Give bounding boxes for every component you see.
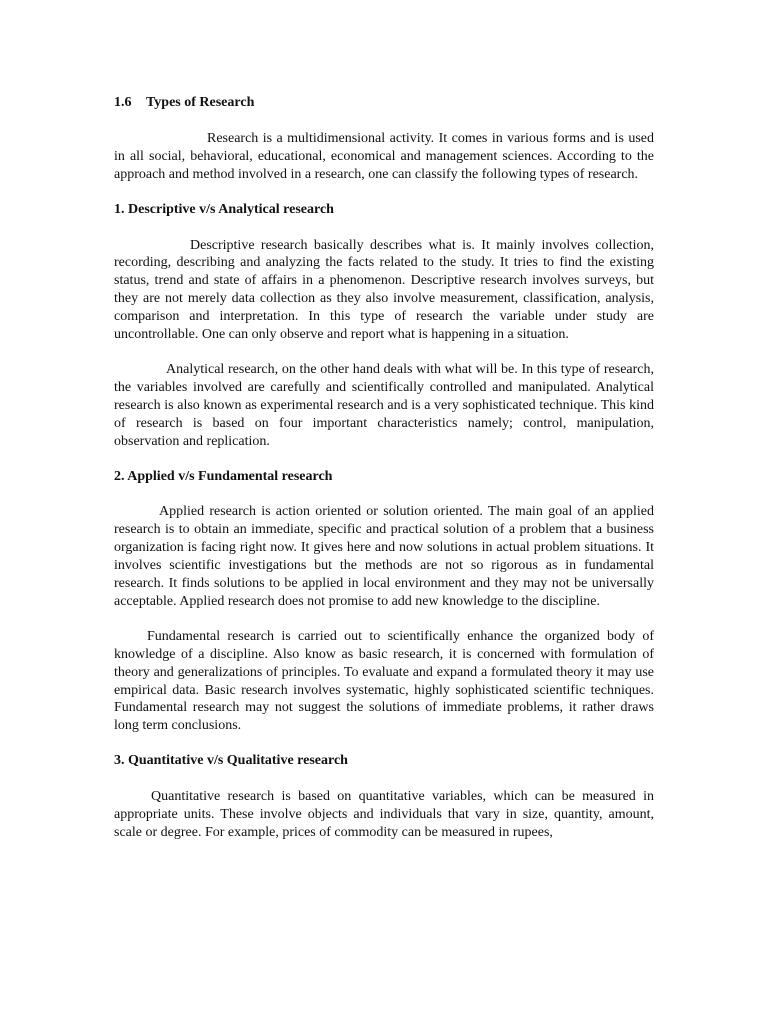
document-page (114, 94, 654, 842)
heading-quantitative-qualitative: 3. Quantitative v/s Qualitative research (114, 753, 348, 769)
paragraph-descriptive: Descriptive research basically describes what is. It mainly involves collection, recording, describing and analyzing the facts related to the study. It tries to find the existing status, trend and state of affairs in a phenomenon. Descriptive research involves surveys, but they are not merely data collection as they also involve measurement, classification, analysis, comparison and interpretation. In this type of research the variable under study are uncontrollable. One can only observe and report what is happening in a situation. (114, 237, 654, 343)
heading-descriptive-analytical: 1. Descriptive v/s Analytical research (114, 201, 334, 217)
section-title (114, 94, 654, 112)
paragraph-quantitative: Quantitative research is based on quantitative variables, which can be measured in appropriate units. These involve objects and individuals that vary in size, quantity, amount, scale or degree. For example, prices of commodity can be measured in rupees, (114, 789, 654, 840)
paragraph-applied: Applied research is action oriented or solution oriented. The main goal of an applied research is to obtain an immediate, specific and practical solution of a problem that a business organization is facing right now. It gives here and now solutions in actual problem situations. It involves scientific investigations but the methods are not so rigorous as in fundamental research. It finds solutions to be applied in local environment and they may not be universally acceptable. Applied research does not promise to add new knowledge to the discipline. (114, 504, 654, 609)
intro-paragraph: Research is a multidimensional activity. It comes in various forms and is used in all social, behavioral, educational, economical and management sciences. According to the approach and method involved in a research, one can classify the following types of research. (114, 130, 654, 182)
heading-applied-fundamental: 2. Applied v/s Fundamental research (114, 468, 333, 484)
section-title-text: Types of Research (146, 95, 255, 110)
paragraph-analytical: Analytical research, on the other hand deals with what will be. In this type of research, the variables involved are carefully and scientifically controlled and manipulated. Analytical research is also known as experimental research and is a very sophisticated technique. This kind of research is based on four important characteristics namely; control, manipulation, observation and replication. (114, 361, 654, 449)
paragraph-fundamental: Fundamental research is carried out to scientifically enhance the organized body of knowledge of a discipline. Also know as basic research, it is concerned with formulation of theory and generalizations of principles. To evaluate and expand a formulated theory it may use empirical data. Basic research involves systematic, highly sophisticated scientific techniques. Fundamental research may not suggest the solutions of immediate problems, it rather draws long term conclusions. (114, 628, 654, 734)
section-number: 1.6 (114, 95, 132, 110)
